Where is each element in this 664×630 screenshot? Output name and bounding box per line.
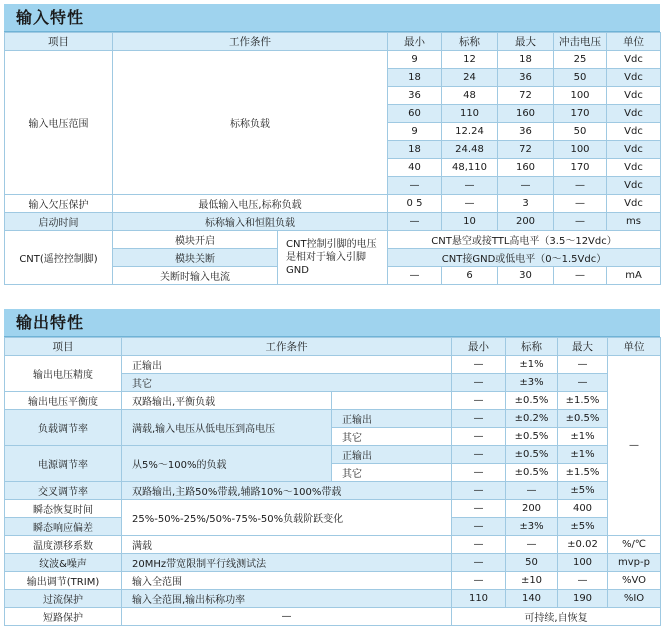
output-section-title: 输出特性 xyxy=(4,309,660,337)
cell: 30 xyxy=(498,267,554,285)
startup-condition: 标称输入和恒阻负载 xyxy=(113,213,388,231)
cell: 400 xyxy=(558,500,608,518)
cell: 9 xyxy=(388,123,442,141)
cell: 满载 xyxy=(122,536,452,554)
cell: — xyxy=(558,374,608,392)
cnt-note: CNT控制引脚的电压是相对于输入引脚GND xyxy=(278,231,388,285)
cell: — xyxy=(442,177,498,195)
table-row xyxy=(5,392,661,410)
uvp-condition: 最低输入电压,标称负载 xyxy=(113,195,388,213)
cell: 10 xyxy=(442,213,498,231)
table-row xyxy=(5,554,661,572)
cell: Vdc xyxy=(607,177,661,195)
cell: 双路输出,平衡负载 xyxy=(122,392,332,410)
header-max: 最大 xyxy=(558,338,608,356)
cell: — xyxy=(554,177,607,195)
cell: — xyxy=(452,482,506,500)
cell: — xyxy=(452,446,506,464)
cell: 6 xyxy=(442,267,498,285)
cell: — xyxy=(452,572,506,590)
cell: 12 xyxy=(442,51,498,69)
cell: 100 xyxy=(554,87,607,105)
cell: 24 xyxy=(442,69,498,87)
cell: %VO xyxy=(608,572,661,590)
cell: Vdc xyxy=(607,87,661,105)
cell: ±0.5% xyxy=(506,446,558,464)
cell: 50 xyxy=(506,554,558,572)
voltage-range-condition: 标称负载 xyxy=(113,51,388,195)
cell: Vdc xyxy=(607,141,661,159)
cnt-label: CNT(遥控控制脚) xyxy=(5,231,113,285)
balance-label: 输出电压平衡度 xyxy=(5,392,122,410)
cell xyxy=(332,392,452,410)
cnt-on-label: 模块开启 xyxy=(113,231,278,249)
header-max: 最大 xyxy=(498,33,554,51)
cell: ms xyxy=(607,213,661,231)
cell: ±0.5% xyxy=(506,428,558,446)
cell: 输入全范围 xyxy=(122,572,452,590)
cell: — xyxy=(558,356,608,374)
drift-label: 温度漂移系数 xyxy=(5,536,122,554)
cell: 48,110 xyxy=(442,159,498,177)
cell: 正输出 xyxy=(332,410,452,428)
cell: 正输出 xyxy=(122,356,452,374)
ripple-label: 纹波&噪声 xyxy=(5,554,122,572)
table-row xyxy=(5,213,661,231)
cell: 170 xyxy=(554,159,607,177)
cell: — xyxy=(498,177,554,195)
cell: 50 xyxy=(554,123,607,141)
header-min: 最小 xyxy=(388,33,442,51)
header-nom: 标称 xyxy=(442,33,498,51)
cell: 160 xyxy=(498,159,554,177)
cell: 0 5 xyxy=(388,195,442,213)
cell: 18 xyxy=(388,69,442,87)
cell: 输入全范围,输出标称功率 xyxy=(122,590,452,608)
table-row xyxy=(5,195,661,213)
ocp-label: 过流保护 xyxy=(5,590,122,608)
cell: 36 xyxy=(388,87,442,105)
cell: 9 xyxy=(388,51,442,69)
cell: — xyxy=(558,572,608,590)
cnt-on-text: CNT悬空或接TTL高电平（3.5～12Vdc） xyxy=(388,231,661,249)
scp-label: 短路保护 xyxy=(5,608,122,626)
cell: — xyxy=(554,267,607,285)
cell: 其它 xyxy=(332,428,452,446)
header-condition: 工作条件 xyxy=(122,338,452,356)
cell: — xyxy=(452,374,506,392)
cell: — xyxy=(122,608,452,626)
cell: 3 xyxy=(498,195,554,213)
table-row xyxy=(5,572,661,590)
startup-label: 启动时间 xyxy=(5,213,113,231)
load-reg-label: 负载调节率 xyxy=(5,410,122,446)
cell: — xyxy=(452,500,506,518)
cell: 正输出 xyxy=(332,446,452,464)
uvp-label: 输入欠压保护 xyxy=(5,195,113,213)
output-header-row xyxy=(5,338,661,356)
cell: %IO xyxy=(608,590,661,608)
cell: Vdc xyxy=(607,159,661,177)
cell: Vdc xyxy=(607,105,661,123)
cell: 18 xyxy=(498,51,554,69)
cell: — xyxy=(554,195,607,213)
cell: 40 xyxy=(388,159,442,177)
cell: — xyxy=(452,536,506,554)
cell: %/℃ xyxy=(608,536,661,554)
cell: — xyxy=(388,177,442,195)
table-row xyxy=(5,500,661,518)
cell: ±3% xyxy=(506,518,558,536)
cell: 可持续,自恢复 xyxy=(452,608,661,626)
cell: — xyxy=(452,428,506,446)
cell: — xyxy=(506,536,558,554)
cell: — xyxy=(452,410,506,428)
cell: — xyxy=(452,518,506,536)
header-item: 项目 xyxy=(5,33,113,51)
unit-dash: — xyxy=(608,356,661,536)
header-condition: 工作条件 xyxy=(113,33,388,51)
table-row xyxy=(5,446,661,464)
cell: — xyxy=(452,464,506,482)
header-unit: 单位 xyxy=(608,338,661,356)
accuracy-label: 输出电压精度 xyxy=(5,356,122,392)
cell: ±0.5% xyxy=(506,464,558,482)
cell: 72 xyxy=(498,141,554,159)
cell: 其它 xyxy=(122,374,452,392)
input-table xyxy=(4,32,661,285)
cell: 18 xyxy=(388,141,442,159)
cell: ±1.5% xyxy=(558,392,608,410)
cnt-off-text: CNT接GND或低电平（0～1.5Vdc） xyxy=(388,249,661,267)
voltage-range-label: 输入电压范围 xyxy=(5,51,113,195)
input-section xyxy=(4,4,660,285)
input-section-title: 输入特性 xyxy=(4,4,660,32)
cell: ±1% xyxy=(558,446,608,464)
cell: 200 xyxy=(506,500,558,518)
cell: ±1.5% xyxy=(558,464,608,482)
cell: ±10 xyxy=(506,572,558,590)
cell: ±1% xyxy=(506,356,558,374)
cell: ±0.2% xyxy=(506,410,558,428)
cell: 双路输出,主路50%带载,辅路10%～100%带载 xyxy=(122,482,452,500)
cell: ±0.02 xyxy=(558,536,608,554)
cell: 160 xyxy=(498,105,554,123)
cell: ±1% xyxy=(558,428,608,446)
cell: ±3% xyxy=(506,374,558,392)
cell: 其它 xyxy=(332,464,452,482)
cell: 50 xyxy=(554,69,607,87)
cell: ±5% xyxy=(558,518,608,536)
cell: 100 xyxy=(558,554,608,572)
cell: 36 xyxy=(498,69,554,87)
cell: 110 xyxy=(442,105,498,123)
cell: Vdc xyxy=(607,195,661,213)
cell: 12.24 xyxy=(442,123,498,141)
header-surge: 冲击电压 xyxy=(554,33,607,51)
cell: — xyxy=(388,213,442,231)
cell: 25 xyxy=(554,51,607,69)
cell: 72 xyxy=(498,87,554,105)
recovery-label: 瞬态恢复时间 xyxy=(5,500,122,518)
header-nom: 标称 xyxy=(506,338,558,356)
cell: Vdc xyxy=(607,51,661,69)
cell: 满载,输入电压从低电压到高电压 xyxy=(122,410,332,446)
cell: 60 xyxy=(388,105,442,123)
cell: Vdc xyxy=(607,123,661,141)
cell: mvp-p xyxy=(608,554,661,572)
cell: Vdc xyxy=(607,69,661,87)
table-row xyxy=(5,482,661,500)
header-unit: 单位 xyxy=(607,33,661,51)
cell: ±0.5% xyxy=(506,392,558,410)
cell: 20MHz带宽限制平行线测试法 xyxy=(122,554,452,572)
cell: — xyxy=(554,213,607,231)
cnt-off-label: 模块关断 xyxy=(113,249,278,267)
table-row xyxy=(5,356,661,374)
cell: 36 xyxy=(498,123,554,141)
trim-label: 输出调节(TRIM) xyxy=(5,572,122,590)
header-item: 项目 xyxy=(5,338,122,356)
table-row xyxy=(5,410,661,428)
table-row xyxy=(5,536,661,554)
cell: 170 xyxy=(554,105,607,123)
cell: 190 xyxy=(558,590,608,608)
cell: 110 xyxy=(452,590,506,608)
cross-reg-label: 交叉调节率 xyxy=(5,482,122,500)
table-row xyxy=(5,608,661,626)
cell: 25%-50%-25%/50%-75%-50%负载阶跃变化 xyxy=(122,500,452,536)
table-row xyxy=(5,231,661,249)
cell: ±5% xyxy=(558,482,608,500)
cell: — xyxy=(388,267,442,285)
deviation-label: 瞬态响应偏差 xyxy=(5,518,122,536)
table-row xyxy=(5,51,661,69)
cell: 100 xyxy=(554,141,607,159)
output-table xyxy=(4,337,661,626)
table-row xyxy=(5,590,661,608)
cell: 从5%～100%的负载 xyxy=(122,446,332,482)
cell: — xyxy=(506,482,558,500)
cell: — xyxy=(452,356,506,374)
cell: — xyxy=(452,554,506,572)
output-section xyxy=(4,309,660,626)
cell: — xyxy=(442,195,498,213)
cnt-current-label: 关断时输入电流 xyxy=(113,267,278,285)
cell: 200 xyxy=(498,213,554,231)
header-min: 最小 xyxy=(452,338,506,356)
cell: 140 xyxy=(506,590,558,608)
cell: 24.48 xyxy=(442,141,498,159)
cell: 48 xyxy=(442,87,498,105)
line-reg-label: 电源调节率 xyxy=(5,446,122,482)
input-header-row xyxy=(5,33,661,51)
cell: ±0.5% xyxy=(558,410,608,428)
cell: — xyxy=(452,392,506,410)
cell: mA xyxy=(607,267,661,285)
